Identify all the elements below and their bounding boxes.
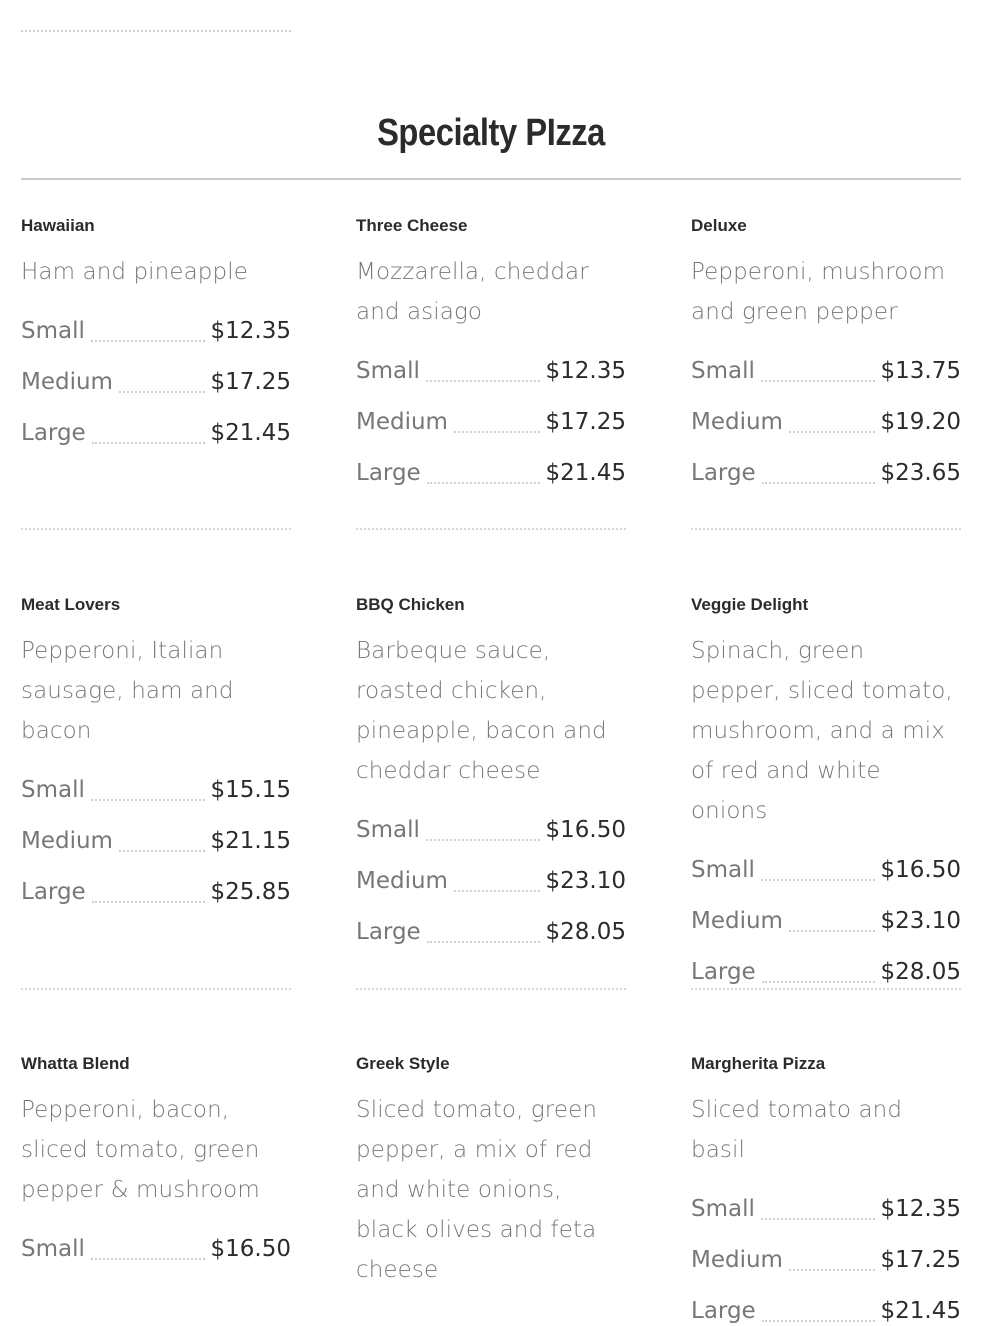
size-label: Small [21, 777, 85, 803]
dot-leader [454, 890, 540, 892]
price-list [691, 335, 961, 488]
item-description: Sliced tomato, green pepper, a mix of red and white onions, black olives and feta cheese [356, 1097, 598, 1283]
price-value: $13.75 [880, 358, 961, 384]
price-value: $28.05 [545, 919, 626, 945]
price-row-medium [356, 845, 626, 896]
size-label: Small [691, 1196, 755, 1222]
item-name: Greek Style [356, 1054, 450, 1073]
section-title: Specialty PIzza [377, 112, 605, 154]
item-dotted-divider [21, 528, 291, 530]
price-row-small [356, 335, 626, 386]
size-label: Medium [691, 1247, 783, 1273]
price-list [21, 1213, 291, 1264]
size-label: Small [356, 817, 420, 843]
size-label: Small [21, 1236, 85, 1262]
dot-leader [789, 930, 875, 932]
item-description: Barbeque sauce, roasted chicken, pineapple, bacon and cheddar cheese [356, 638, 607, 784]
item-description: Mozzarella, cheddar and asiago [356, 259, 589, 325]
price-value: $28.05 [880, 959, 961, 985]
size-label: Medium [21, 828, 113, 854]
menu-item-veggie-delight [691, 595, 961, 987]
price-row-small [691, 1173, 961, 1224]
size-label: Medium [691, 908, 783, 934]
price-value: $17.25 [210, 369, 291, 395]
price-list [21, 754, 291, 907]
dot-leader [454, 431, 540, 433]
size-label: Medium [356, 868, 448, 894]
menu-item-greek-style [356, 1054, 626, 1290]
item-description: Ham and pineapple [21, 259, 248, 285]
price-value: $16.50 [880, 857, 961, 883]
item-dotted-divider [691, 528, 961, 530]
price-value: $23.10 [880, 908, 961, 934]
dot-leader [789, 1269, 875, 1271]
price-value: $23.10 [545, 868, 626, 894]
item-name: BBQ Chicken [356, 595, 465, 614]
dot-leader [761, 879, 875, 881]
price-value: $21.45 [880, 1298, 961, 1324]
price-row-medium [691, 1224, 961, 1275]
menu-item-whatta-blend [21, 1054, 291, 1264]
size-label: Large [691, 460, 756, 486]
dot-leader [427, 941, 540, 943]
size-label: Large [356, 460, 421, 486]
price-value: $16.50 [210, 1236, 291, 1262]
price-row-medium [691, 386, 961, 437]
dot-leader [92, 901, 205, 903]
dot-leader [92, 442, 205, 444]
price-row-large [691, 437, 961, 488]
price-value: $16.50 [545, 817, 626, 843]
price-value: $23.65 [880, 460, 961, 486]
title-rule [21, 178, 961, 180]
dot-leader [91, 340, 205, 342]
price-row-large [21, 856, 291, 907]
dot-leader [119, 850, 205, 852]
price-value: $17.25 [545, 409, 626, 435]
price-row-small [21, 295, 291, 346]
menu-item-hawaiian [21, 216, 291, 448]
price-value: $21.45 [545, 460, 626, 486]
item-dotted-divider [691, 988, 961, 990]
price-row-large [356, 896, 626, 947]
price-list [691, 1173, 961, 1326]
price-value: $12.35 [210, 318, 291, 344]
item-description: Spinach, green pepper, sliced tomato, mushroom, and a mix of red and white onions [691, 638, 953, 824]
size-label: Small [21, 318, 85, 344]
item-name: Meat Lovers [21, 595, 121, 614]
dot-leader [119, 391, 205, 393]
item-dotted-divider [356, 528, 626, 530]
dot-leader [761, 380, 875, 382]
size-label: Medium [691, 409, 783, 435]
price-row-medium [691, 885, 961, 936]
price-row-large [691, 936, 961, 987]
menu-item-deluxe [691, 216, 961, 488]
item-name: Hawaiian [21, 216, 95, 235]
dot-leader [761, 1218, 875, 1220]
item-description: Pepperoni, mushroom and green pepper [691, 259, 946, 325]
menu-item-meat-lovers [21, 595, 291, 907]
item-dotted-divider [21, 988, 291, 990]
dot-leader [762, 981, 875, 983]
size-label: Small [356, 358, 420, 384]
price-list [21, 295, 291, 448]
size-label: Large [691, 959, 756, 985]
price-row-small [691, 834, 961, 885]
price-value: $19.20 [880, 409, 961, 435]
top-dotted-divider [21, 30, 291, 32]
price-value: $15.15 [210, 777, 291, 803]
dot-leader [762, 1320, 875, 1322]
price-row-medium [21, 805, 291, 856]
price-row-large [356, 437, 626, 488]
item-description: Pepperoni, Italian sausage, ham and bacon [21, 638, 234, 744]
item-name: Whatta Blend [21, 1054, 130, 1073]
size-label: Small [691, 857, 755, 883]
size-label: Small [691, 358, 755, 384]
dot-leader [426, 380, 540, 382]
price-row-small [356, 794, 626, 845]
item-name: Deluxe [691, 216, 747, 235]
size-label: Large [21, 879, 86, 905]
size-label: Large [356, 919, 421, 945]
price-value: $21.45 [210, 420, 291, 446]
price-list [356, 335, 626, 488]
price-row-medium [21, 346, 291, 397]
dot-leader [426, 839, 540, 841]
price-value: $21.15 [210, 828, 291, 854]
item-name: Margherita Pizza [691, 1054, 826, 1073]
price-value: $25.85 [210, 879, 291, 905]
price-row-small [21, 754, 291, 805]
price-value: $12.35 [880, 1196, 961, 1222]
price-row-large [21, 397, 291, 448]
size-label: Large [691, 1298, 756, 1324]
size-label: Large [21, 420, 86, 446]
price-row-large [691, 1275, 961, 1326]
item-name: Veggie Delight [691, 595, 809, 614]
menu-item-margherita-pizza [691, 1054, 961, 1326]
price-list [691, 834, 961, 987]
price-row-small [691, 335, 961, 386]
price-value: $12.35 [545, 358, 626, 384]
dot-leader [789, 431, 875, 433]
price-value: $17.25 [880, 1247, 961, 1273]
item-name: Three Cheese [356, 216, 468, 235]
price-row-medium [356, 386, 626, 437]
item-description: Pepperoni, bacon, sliced tomato, green pepper & mushroom [21, 1097, 260, 1203]
item-dotted-divider [356, 988, 626, 990]
price-list [356, 794, 626, 947]
dot-leader [91, 799, 205, 801]
menu-item-three-cheese [356, 216, 626, 488]
size-label: Medium [356, 409, 448, 435]
dot-leader [91, 1258, 205, 1260]
item-description: Sliced tomato and basil [691, 1097, 903, 1163]
size-label: Medium [21, 369, 113, 395]
menu-item-bbq-chicken [356, 595, 626, 947]
dot-leader [427, 482, 540, 484]
price-row-small [21, 1213, 291, 1264]
dot-leader [762, 482, 875, 484]
